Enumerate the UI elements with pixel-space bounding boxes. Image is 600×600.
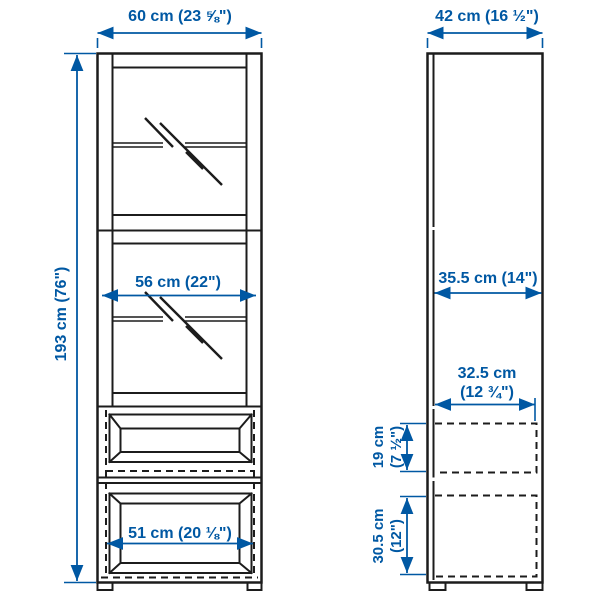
dim-front-width-label: 60 cm (23 ⅝") xyxy=(128,8,232,25)
dim-bottom-drawer-height xyxy=(370,497,426,575)
dim-front-width xyxy=(98,8,262,48)
dim-drawer-width xyxy=(107,525,253,544)
dim-side-depth xyxy=(428,8,543,48)
dim-inner-width-label: 56 cm (22") xyxy=(135,274,221,291)
dim-bottom-drawer-height-label-line2: (12") xyxy=(388,519,405,553)
dim-drawer-depth-label-line2: (12 ¾") xyxy=(460,384,514,401)
dim-top-drawer-height-label-line2: (7 ½") xyxy=(388,425,405,469)
dim-front-height xyxy=(53,54,96,583)
dim-front-height-label: 193 cm (76") xyxy=(53,266,70,362)
dim-top-drawer-height xyxy=(370,424,426,472)
side-view xyxy=(428,54,543,591)
dim-front-width-extensions xyxy=(98,38,262,48)
dim-side-depth-label: 42 cm (16 ½") xyxy=(435,8,539,25)
dim-bottom-drawer-height-label-line1: 30.5 cm xyxy=(370,508,387,564)
front-view xyxy=(98,54,262,591)
side-outer-frame xyxy=(428,54,543,583)
dim-drawer-width-label: 51 cm (20 ⅛") xyxy=(128,525,232,542)
dim-inner-depth-label: 35.5 cm (14") xyxy=(438,270,538,287)
dim-top-drawer-height-label-line1: 19 cm xyxy=(370,425,387,469)
dim-drawer-depth-label-line1: 32.5 cm xyxy=(457,365,517,382)
dim-side-depth-extensions xyxy=(428,38,543,48)
